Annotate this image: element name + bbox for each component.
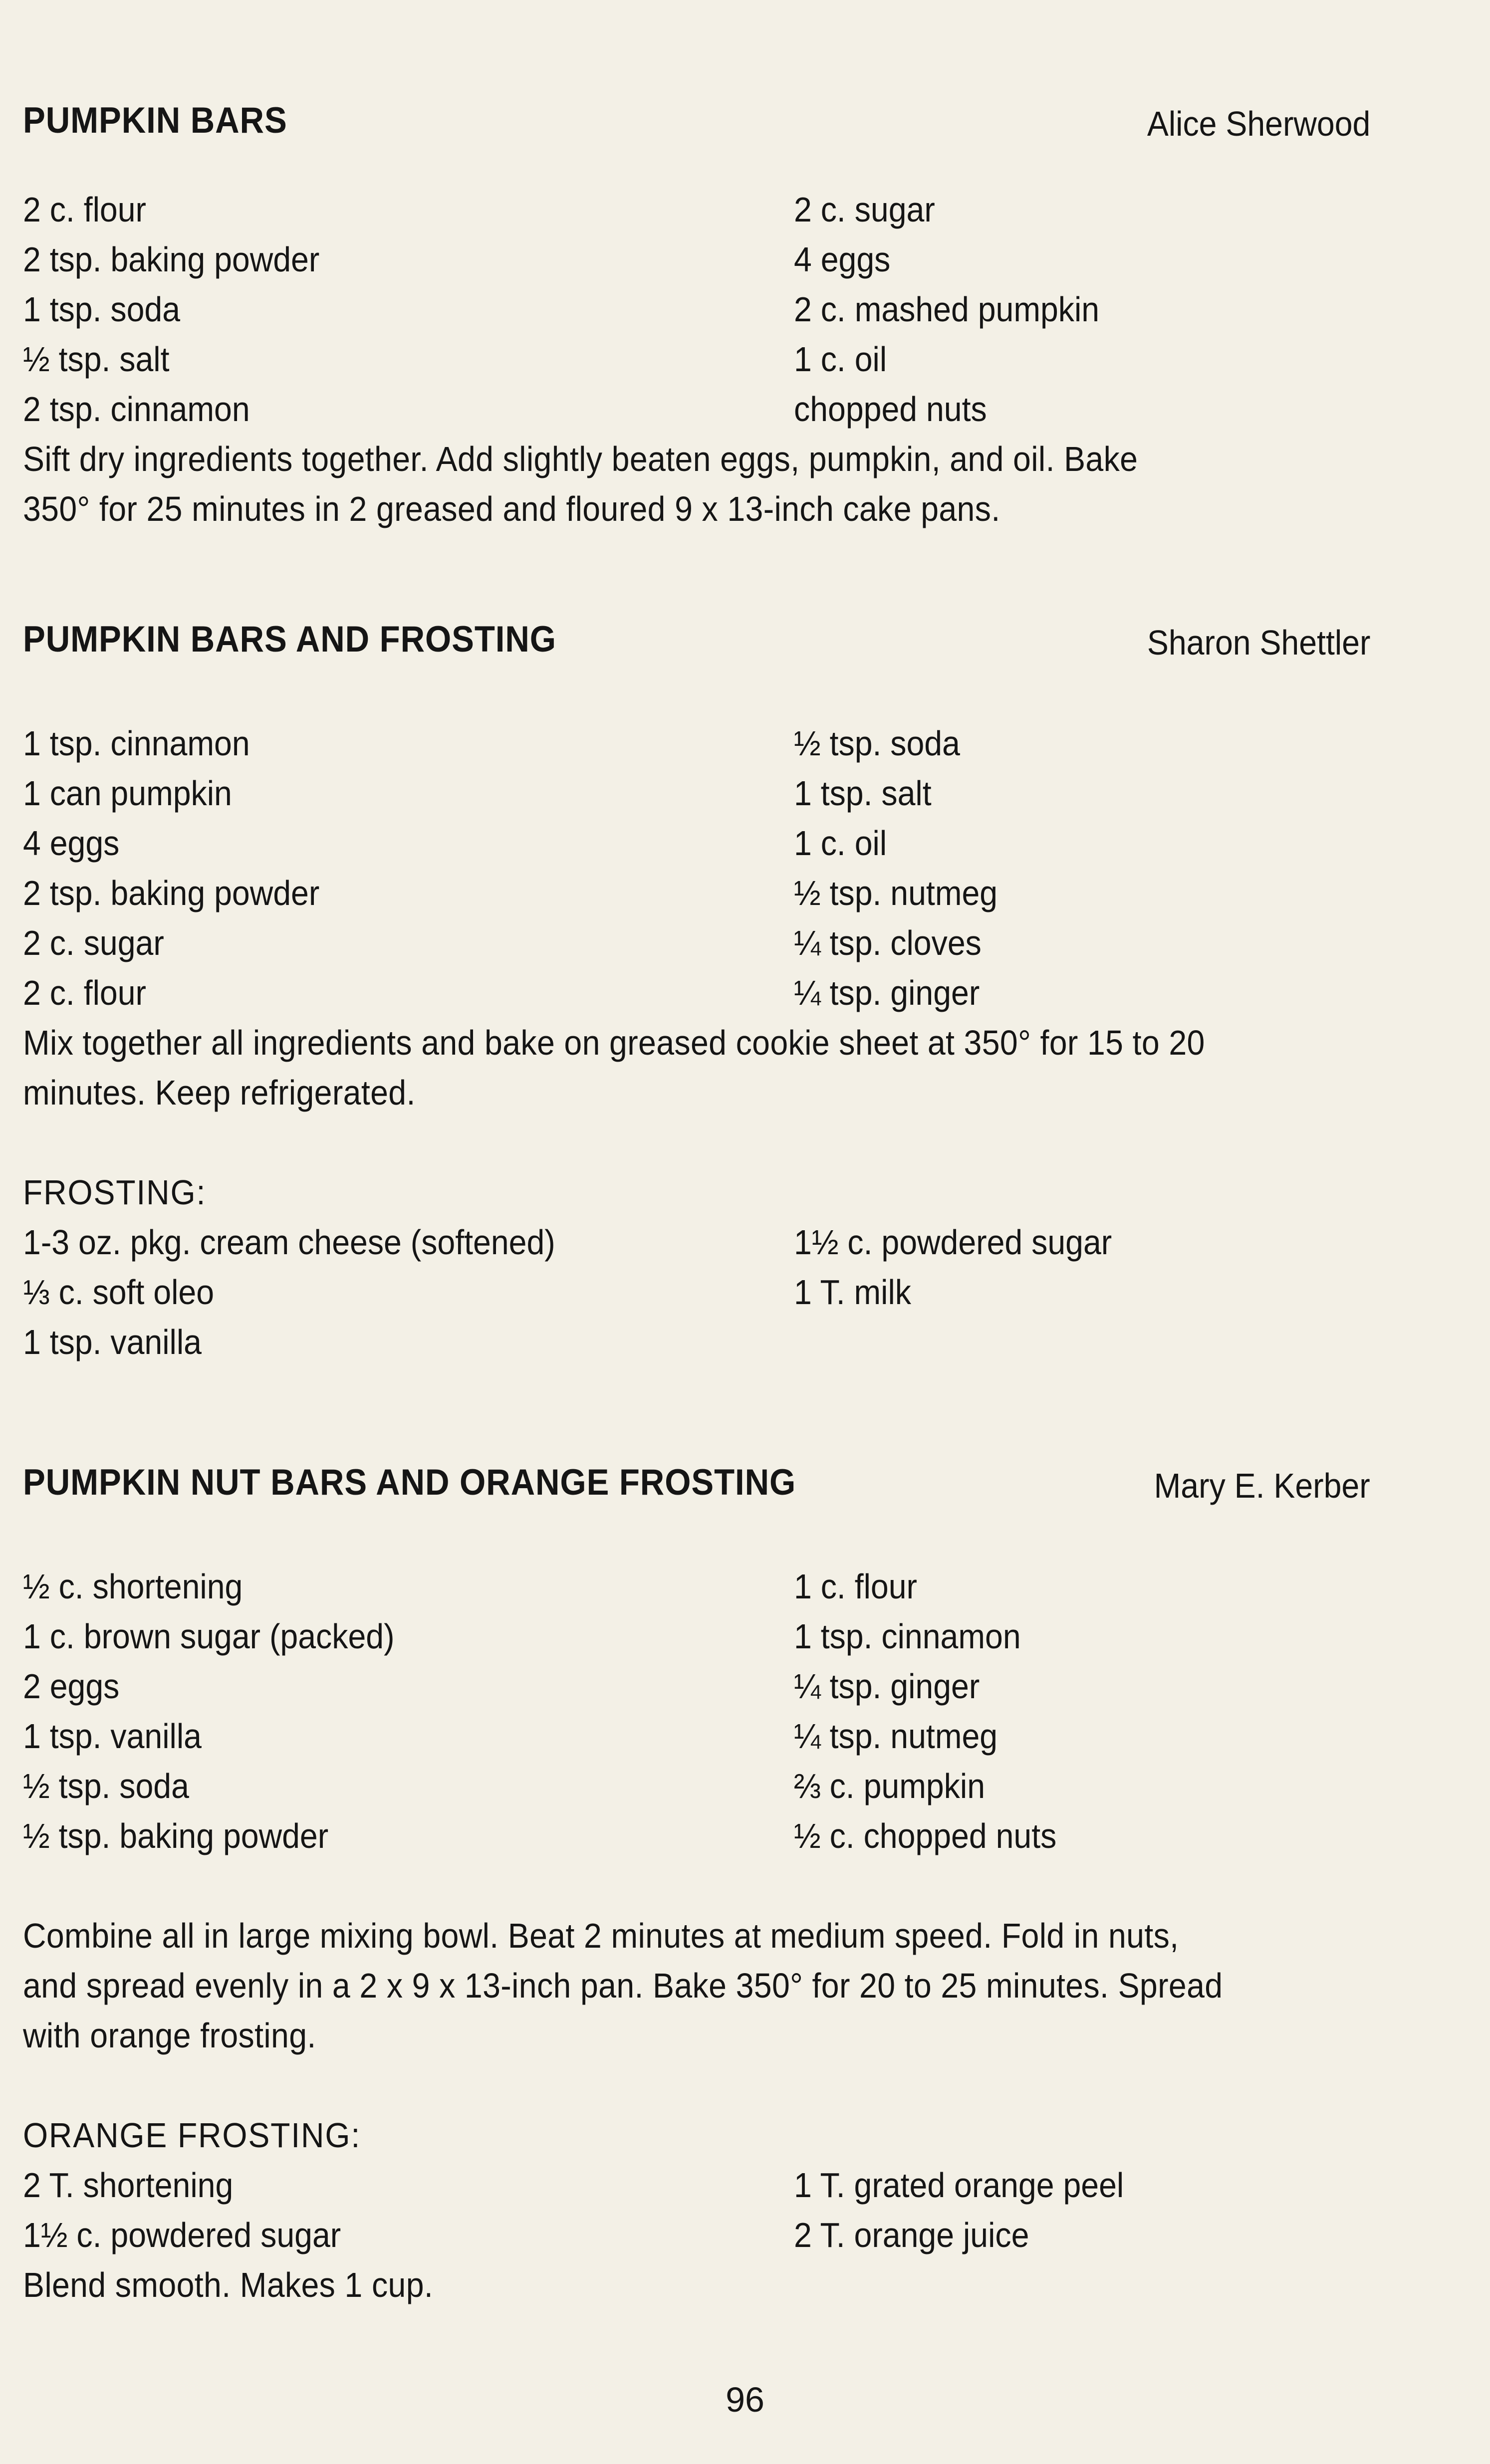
ingredient-line: 1½ c. powdered sugar <box>794 1223 1112 1262</box>
ingredient-column-left <box>23 2160 794 2260</box>
ingredient-line: 1 tsp. soda <box>23 290 181 329</box>
ingredient-line: 2 c. flour <box>23 973 146 1012</box>
ingredient-line: 2 tsp. baking powder <box>23 240 320 279</box>
recipe-header <box>23 1462 1370 1517</box>
recipe-title: PUMPKIN BARS <box>23 100 287 141</box>
ingredient-line: 1-3 oz. pkg. cream cheese (softened) <box>23 1223 555 1262</box>
ingredient-line: 1 c. flour <box>794 1567 917 1606</box>
directions-line: minutes. Keep refrigerated. <box>23 1073 416 1112</box>
ingredient-line: ½ tsp. salt <box>23 340 170 379</box>
page-number: 96 <box>726 2380 764 2419</box>
recipe-author: Alice Sherwood <box>1147 104 1370 143</box>
ingredient-line: 2 c. sugar <box>794 190 935 229</box>
ingredient-line: 2 T. orange juice <box>794 2216 1029 2254</box>
ingredient-column-left <box>23 185 794 434</box>
ingredient-line: 1 c. oil <box>794 340 887 379</box>
ingredient-list <box>23 718 1370 1018</box>
recipe-pumpkin-bars <box>23 100 1370 534</box>
ingredient-line: 1 T. grated orange peel <box>794 2166 1124 2205</box>
ingredient-line: ⅔ c. pumpkin <box>794 1767 986 1805</box>
ingredient-column-right <box>794 2160 1370 2260</box>
ingredient-line: 1½ c. powdered sugar <box>23 2216 341 2254</box>
ingredient-line: chopped nuts <box>794 390 987 429</box>
directions-line: Combine all in large mixing bowl. Beat 2 minutes at medium speed. Fold in nuts, <box>23 1916 1179 1955</box>
recipe-page <box>23 90 1370 2310</box>
ingredient-list <box>23 1562 1370 1861</box>
ingredient-line: ¼ tsp. ginger <box>794 1667 980 1706</box>
ingredient-column-right <box>794 185 1370 434</box>
frosting-note: Blend smooth. Makes 1 cup. <box>23 2265 434 2304</box>
frosting-ingredient-list <box>23 1217 1370 1367</box>
ingredient-line: 1 tsp. cinnamon <box>23 724 250 763</box>
recipe-pumpkin-nut-bars <box>23 1462 1370 2310</box>
ingredient-line: 2 tsp. baking powder <box>23 874 320 912</box>
frosting-ingredient-list <box>23 2160 1370 2260</box>
frosting-heading: FROSTING: <box>23 1173 207 1212</box>
ingredient-line: 2 c. mashed pumpkin <box>794 290 1100 329</box>
ingredient-column-right <box>794 718 1370 1018</box>
ingredient-line: ½ tsp. baking powder <box>23 1816 329 1855</box>
ingredient-line: 1 T. milk <box>794 1273 912 1312</box>
recipe-directions <box>23 1911 1370 2060</box>
directions-line: Sift dry ingredients together. Add slightly beaten eggs, pumpkin, and oil. Bake <box>23 440 1138 478</box>
ingredient-line: 1 tsp. vanilla <box>23 1717 202 1756</box>
ingredient-line: 1 c. oil <box>794 824 887 863</box>
frosting-heading: ORANGE FROSTING: <box>23 2116 361 2155</box>
recipe-author: Sharon Shettler <box>1147 623 1370 662</box>
ingredient-line: 1 tsp. cinnamon <box>794 1617 1021 1656</box>
ingredient-line: ¼ tsp. nutmeg <box>794 1717 998 1756</box>
ingredient-line: ¼ tsp. cloves <box>794 923 982 962</box>
ingredient-line: ½ c. chopped nuts <box>794 1816 1057 1855</box>
ingredient-line: 2 c. sugar <box>23 923 164 962</box>
ingredient-line: 1 c. brown sugar (packed) <box>23 1617 395 1656</box>
ingredient-line: ¼ tsp. ginger <box>794 973 980 1012</box>
ingredient-column-left <box>23 1217 794 1367</box>
ingredient-line: 4 eggs <box>23 824 120 863</box>
directions-line: 350° for 25 minutes in 2 greased and floured 9 x 13-inch cake pans. <box>23 489 1000 528</box>
directions-line: and spread evenly in a 2 x 9 x 13-inch pan. Bake 350° for 20 to 25 minutes. Spread <box>23 1966 1223 2005</box>
ingredient-line: ½ c. shortening <box>23 1567 243 1606</box>
directions-line: Mix together all ingredients and bake on greased cookie sheet at 350° for 15 to 20 <box>23 1023 1205 1062</box>
ingredient-column-right <box>794 1562 1370 1861</box>
ingredient-line: 1 can pumpkin <box>23 774 232 813</box>
ingredient-line: 1 tsp. salt <box>794 774 932 813</box>
ingredient-column-left <box>23 718 794 1018</box>
recipe-pumpkin-bars-and-frosting <box>23 619 1370 1367</box>
ingredient-line: 2 tsp. cinnamon <box>23 390 250 429</box>
ingredient-line: 2 eggs <box>23 1667 120 1706</box>
ingredient-line: ⅓ c. soft oleo <box>23 1273 215 1312</box>
ingredient-list <box>23 185 1370 434</box>
ingredient-column-left <box>23 1562 794 1861</box>
recipe-header <box>23 619 1370 673</box>
ingredient-line: 4 eggs <box>794 240 891 279</box>
ingredient-line: ½ tsp. soda <box>794 724 960 763</box>
ingredient-line: ½ tsp. nutmeg <box>794 874 998 912</box>
recipe-directions <box>23 434 1370 534</box>
ingredient-column-right <box>794 1217 1370 1367</box>
ingredient-line: 2 T. shortening <box>23 2166 234 2205</box>
recipe-author: Mary E. Kerber <box>1154 1466 1370 1505</box>
directions-line: with orange frosting. <box>23 2016 316 2055</box>
ingredient-line: ½ tsp. soda <box>23 1767 189 1805</box>
ingredient-line: 2 c. flour <box>23 190 146 229</box>
ingredient-line: 1 tsp. vanilla <box>23 1323 202 1361</box>
recipe-title: PUMPKIN BARS AND FROSTING <box>23 619 556 660</box>
recipe-directions <box>23 1018 1370 1118</box>
recipe-header <box>23 100 1370 155</box>
recipe-title: PUMPKIN NUT BARS AND ORANGE FROSTING <box>23 1462 796 1503</box>
